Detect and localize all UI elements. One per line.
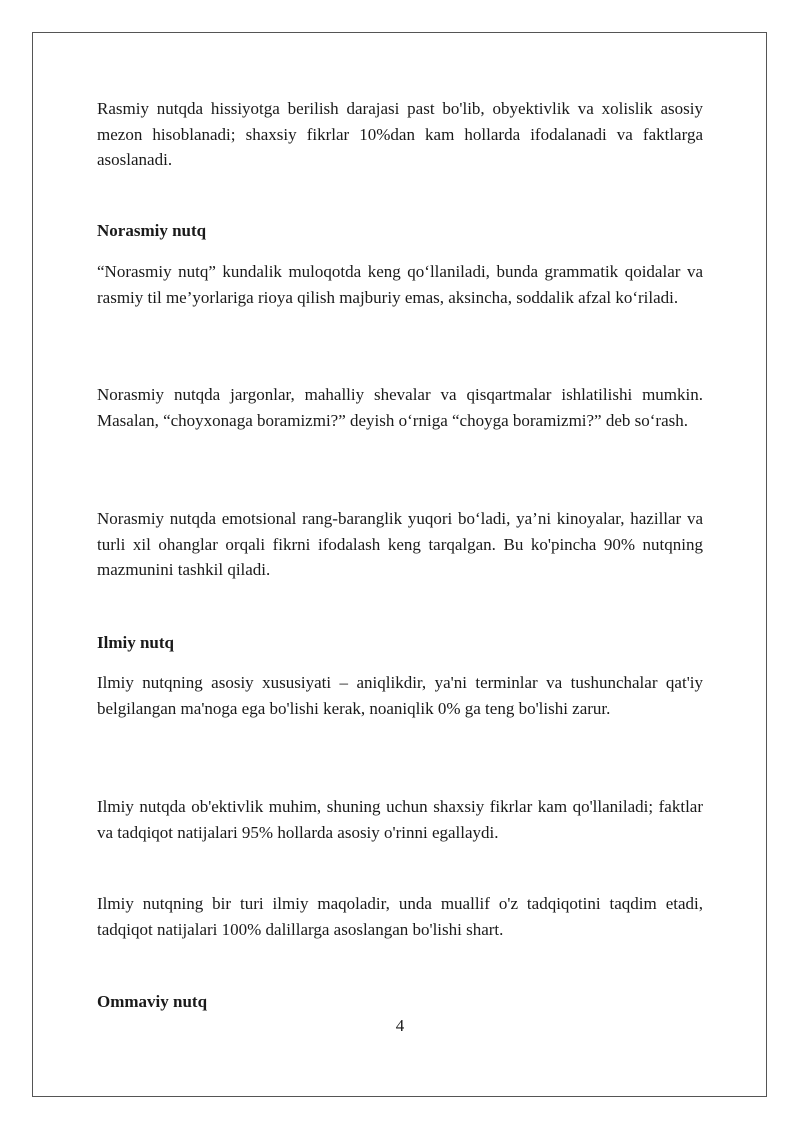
paragraph-ilmiy-accuracy: Ilmiy nutqning asosiy xususiyati – aniqlikdir, ya'ni terminlar va tushunchalar qat'iy belgilangan ma'noga ega bo'lishi kerak, noaniqlik 0% ga teng bo'lishi zarur. [97, 673, 703, 718]
paragraph-norasmiy-emotion: Norasmiy nutqda emotsional rang-baranglik yuqori bo‘ladi, ya’ni kinoyalar, hazillar va turli xil ohanglar orqali fikrni ifodalash keng tarqalgan. Bu ko'pincha 90% nutqning mazmunini tashkil qiladi. [97, 509, 703, 579]
heading-norasmiy-nutq: Norasmiy nutq [97, 221, 207, 240]
page-number: 4 [395, 1016, 405, 1035]
heading-ilmiy-nutq: Ilmiy nutq [97, 633, 174, 652]
paragraph-norasmiy-definition: “Norasmiy nutq” kundalik muloqotda keng qo‘llaniladi, bunda grammatik qoidalar va rasmiy til me’yorlariga rioya qilish majburiy emas, aksincha, soddalik afzal ko‘riladi. [97, 262, 703, 307]
paragraph-ilmiy-article: Ilmiy nutqning bir turi ilmiy maqoladir, unda muallif o'z tadqiqotini taqdim etadi, tadqiqot natijalari 100% dalillarga asoslangan bo'lishi shart. [97, 894, 703, 939]
paragraph-ilmiy-objectivity: Ilmiy nutqda ob'ektivlik muhim, shuning uchun shaxsiy fikrlar kam qo'llaniladi; faktlar va tadqiqot natijalari 95% hollarda asosiy o'rinni egallaydi. [97, 797, 703, 842]
heading-ommaviy-nutq: Ommaviy nutq [97, 992, 208, 1011]
paragraph-rasmiy-nutq: Rasmiy nutqda hissiyotga berilish darajasi past bo'lib, obyektivlik va xolislik asosiy mezon hisoblanadi; shaxsiy fikrlar 10%dan kam hollarda ifodalanadi va faktlarga asoslanadi. [97, 99, 703, 169]
paragraph-norasmiy-jargon: Norasmiy nutqda jargonlar, mahalliy shevalar va qisqartmalar ishlatilishi mumkin. Masalan, “choyxonaga boramizmi?” deyish o‘rniga “choyga boramizmi?” deb so‘rash. [97, 385, 703, 430]
